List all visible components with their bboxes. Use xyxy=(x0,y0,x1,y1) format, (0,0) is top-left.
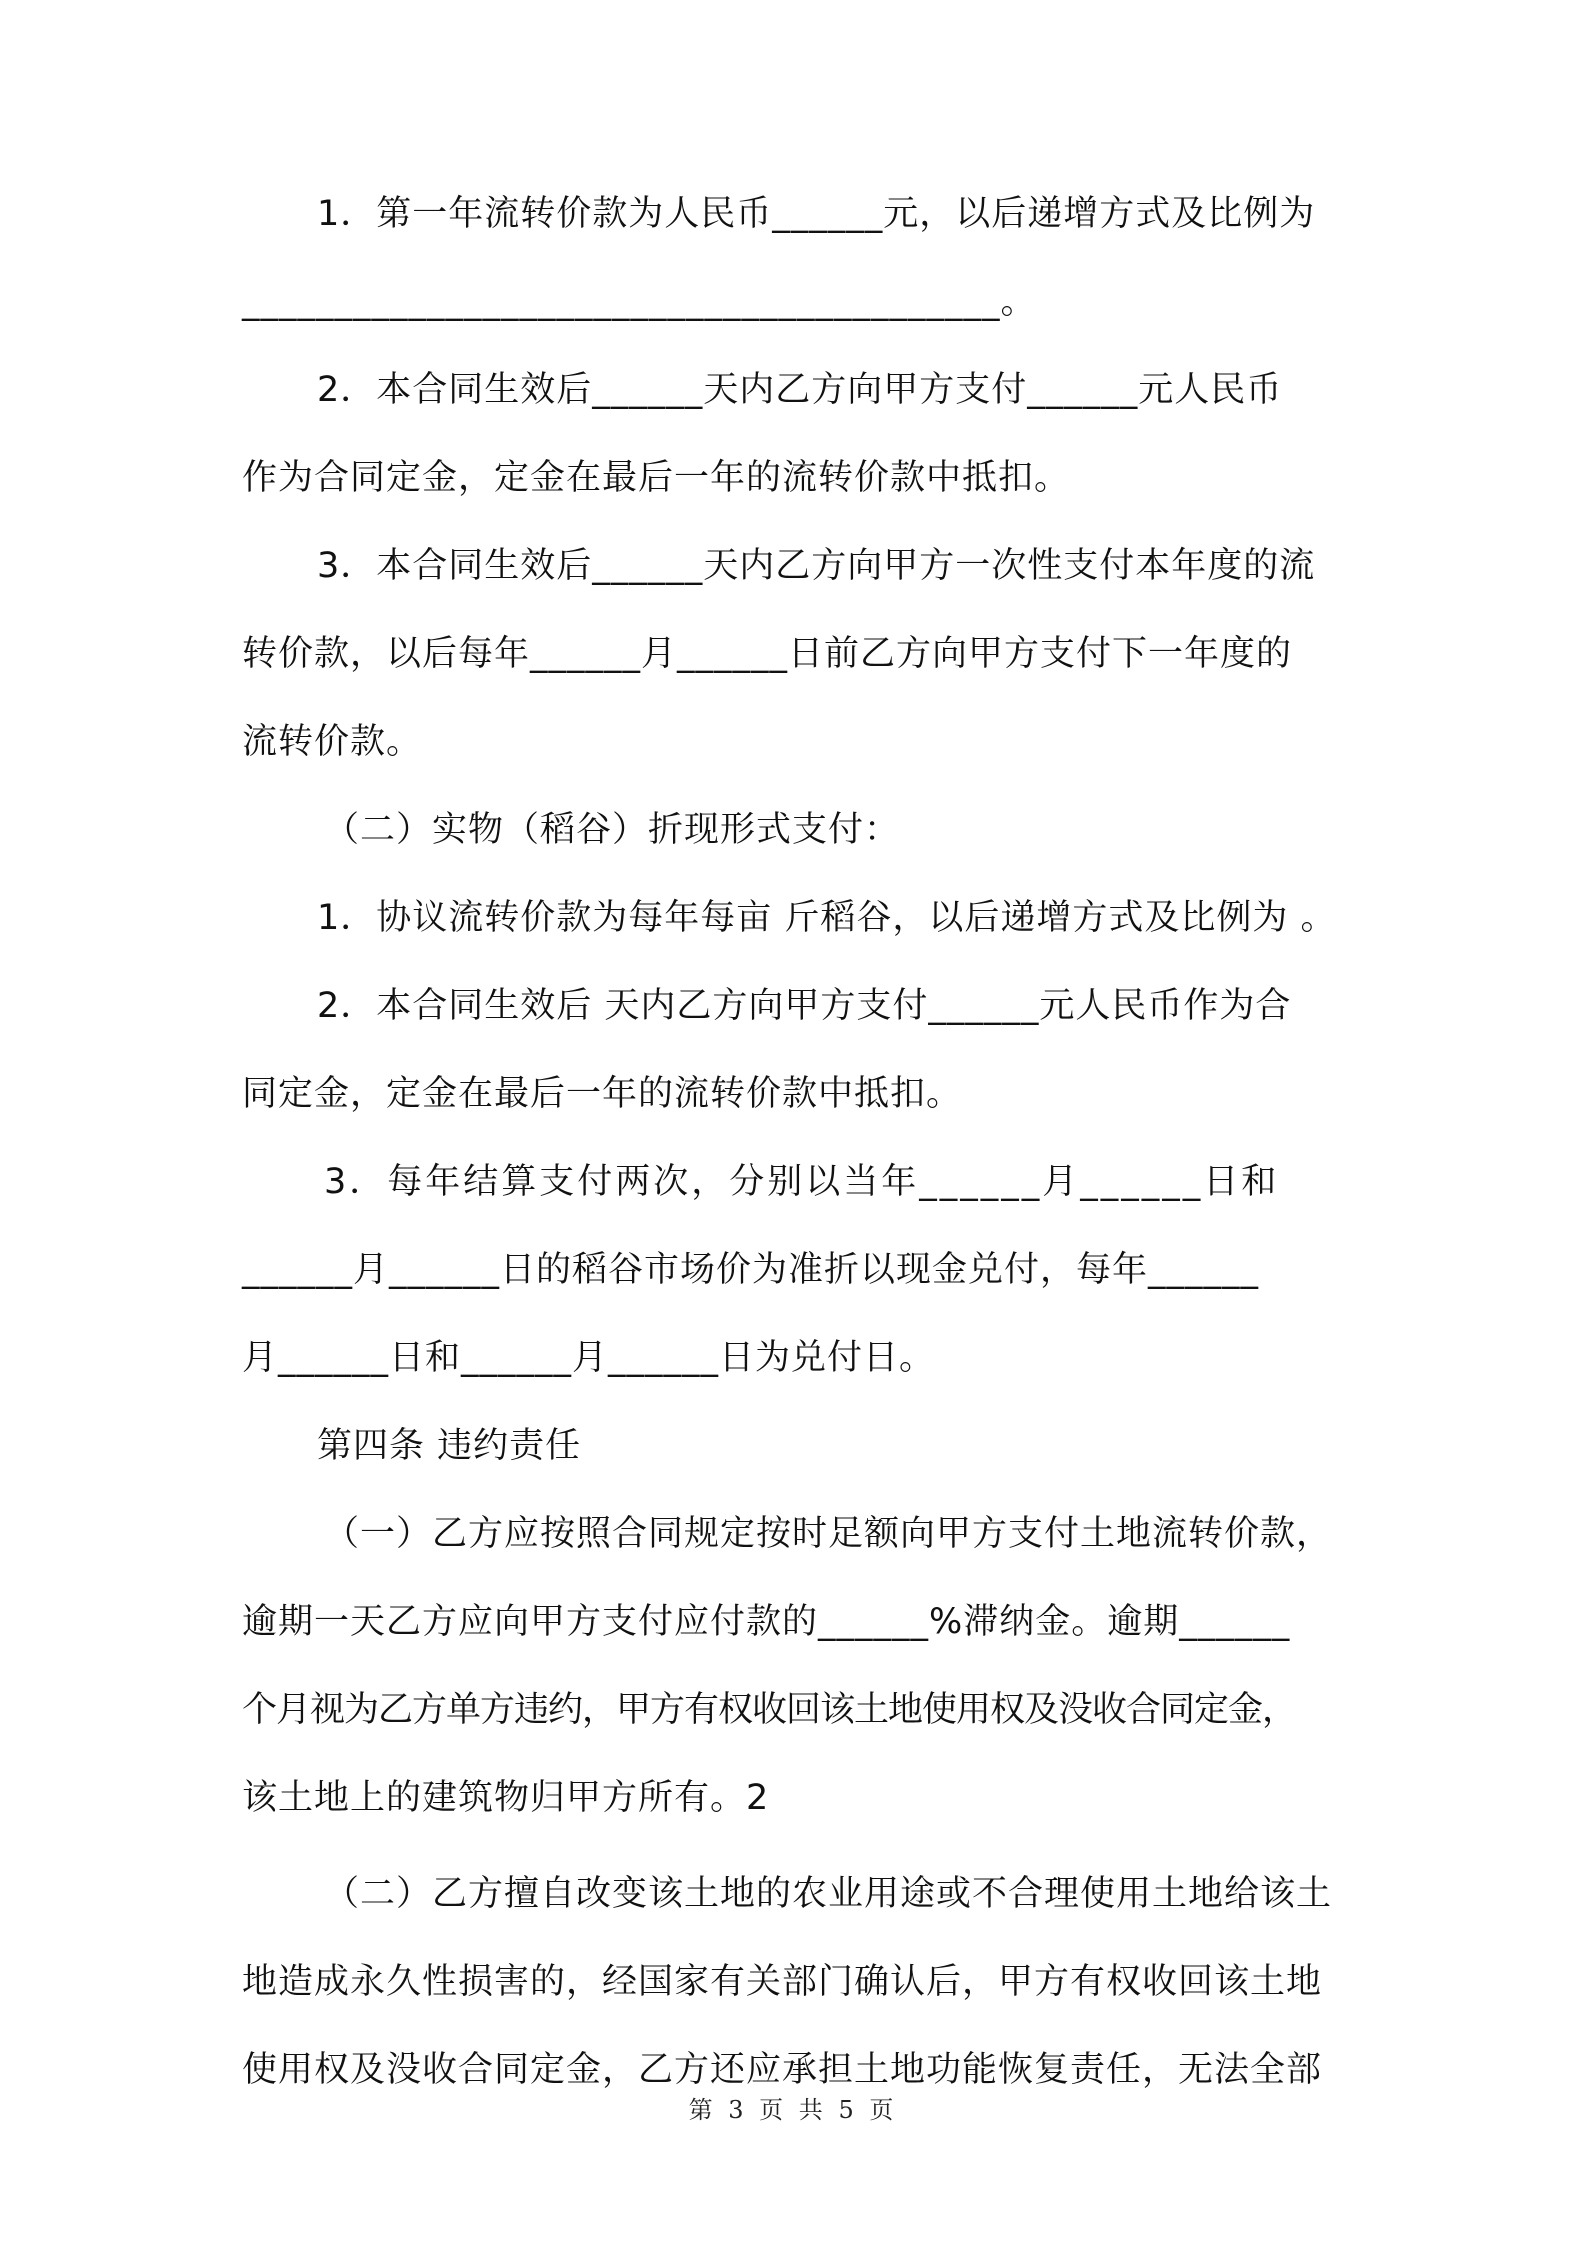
section-heading: （二）实物（稻谷）折现形式支付： xyxy=(324,810,901,850)
paragraph-line: 3．每年结算支付两次，分别以当年______月______日和 xyxy=(324,1162,1280,1202)
paragraph-line: 1．第一年流转价款为人民币______元，以后递增方式及比例为 xyxy=(317,194,1316,234)
paragraph-line: 3．本合同生效后______天内乙方向甲方一次性支付本年度的流 xyxy=(317,546,1316,586)
article-heading: 第四条 违约责任 xyxy=(317,1426,582,1466)
paragraph-line: 2．本合同生效后 天内乙方向甲方支付______元人民币作为合 xyxy=(317,986,1292,1026)
paragraph-line: 2．本合同生效后______天内乙方向甲方支付______元人民币 xyxy=(317,370,1283,410)
page-footer: 第 3 页 共 5 页 xyxy=(688,2096,898,2124)
paragraph-line: ______月______日的稻谷市场价为准折以现金兑付，每年______ xyxy=(242,1250,1260,1290)
paragraph-line: 地造成永久性损害的，经国家有关部门确认后，甲方有权收回该土地 xyxy=(242,1962,1323,2002)
paragraph-line: （一）乙方应按照合同规定按时足额向甲方支付土地流转价款， xyxy=(324,1514,1333,1554)
paragraph-line: （二）乙方擅自改变该土地的农业用途或不合理使用土地给该土 xyxy=(324,1874,1333,1914)
paragraph-line: 流转价款。 xyxy=(242,722,423,762)
paragraph-line: 使用权及没收合同定金，乙方还应承担土地功能恢复责任，无法全部 xyxy=(242,2050,1323,2090)
paragraph-line: 转价款，以后每年______月______日前乙方向甲方支付下一年度的 xyxy=(242,634,1293,674)
paragraph-line: 作为合同定金，定金在最后一年的流转价款中抵扣。 xyxy=(242,458,1071,498)
paragraph-line: 该土地上的建筑物归甲方所有。2 xyxy=(242,1778,770,1818)
paragraph-line: 同定金，定金在最后一年的流转价款中抵扣。 xyxy=(242,1074,963,1114)
paragraph-line: 1．协议流转价款为每年每亩 斤稻谷，以后递增方式及比例为 。 xyxy=(317,898,1337,938)
paragraph-line: 逾期一天乙方应向甲方支付应付款的______%滞纳金。逾期______ xyxy=(242,1602,1291,1642)
paragraph-line: 个月视为乙方单方违约，甲方有权收回该土地使用权及没收合同定金， xyxy=(242,1690,1297,1730)
paragraph-line: 月______日和______月______日为兑付日。 xyxy=(242,1338,936,1378)
paragraph-line: _________________________________________。 xyxy=(242,282,1037,322)
